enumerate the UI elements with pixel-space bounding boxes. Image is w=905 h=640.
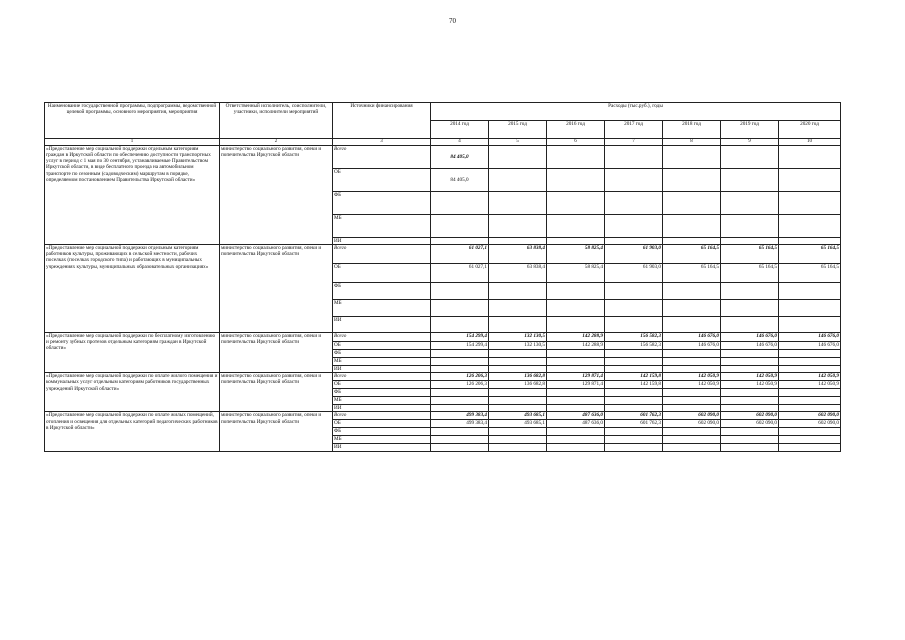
expense-value: 63 838,4	[489, 245, 547, 264]
expense-value	[779, 215, 841, 238]
expense-value	[663, 366, 721, 373]
funding-source: ОБ	[333, 420, 431, 428]
expense-value	[547, 146, 605, 169]
expense-value	[489, 300, 547, 317]
expense-value: 146 676,0	[779, 342, 841, 350]
expense-value: 142 159,8	[605, 381, 663, 389]
column-number: 8	[663, 139, 721, 146]
header-year: 2019 год	[721, 121, 779, 139]
column-number: 10	[779, 139, 841, 146]
expense-value	[605, 300, 663, 317]
expense-value: 142 288,9	[547, 342, 605, 350]
expense-value	[547, 428, 605, 436]
funding-source: ОБ	[333, 169, 431, 192]
expense-value	[605, 169, 663, 192]
expense-value	[431, 366, 489, 373]
expense-value: 602 090,0	[779, 412, 841, 420]
expense-value	[489, 366, 547, 373]
expense-value	[431, 192, 489, 215]
expense-value	[489, 436, 547, 444]
table-row	[45, 373, 841, 381]
expense-value	[489, 358, 547, 366]
expense-value	[663, 192, 721, 215]
expense-value	[779, 436, 841, 444]
expense-value	[721, 350, 779, 358]
expense-value: 493 685,1	[489, 412, 547, 420]
expense-value: 601 762,3	[605, 420, 663, 428]
expense-value	[431, 397, 489, 405]
expense-value	[431, 428, 489, 436]
expense-value: 129 871,4	[547, 373, 605, 381]
responsible-executor: министерство социального развития, опеки и попечительства Иркутской области	[220, 373, 333, 412]
expense-value	[547, 444, 605, 451]
expense-value	[547, 350, 605, 358]
expense-value	[721, 215, 779, 238]
expense-value	[663, 358, 721, 366]
expense-value	[663, 238, 721, 245]
expense-value	[779, 389, 841, 397]
expense-value	[547, 436, 605, 444]
column-number: 4	[431, 139, 489, 146]
expense-value: 132 130,5	[489, 342, 547, 350]
expense-value	[779, 397, 841, 405]
expense-value	[547, 238, 605, 245]
header-year: 2015 год	[489, 121, 547, 139]
expense-value	[663, 300, 721, 317]
funding-source: МБ	[333, 215, 431, 238]
expense-value	[779, 169, 841, 192]
responsible-executor: министерство социального развития, опеки и попечительства Иркутской области	[220, 333, 333, 373]
expense-value	[489, 169, 547, 192]
expense-value: 146 676,0	[721, 333, 779, 342]
expense-value: 601 762,3	[605, 412, 663, 420]
expense-value	[489, 405, 547, 412]
table-row	[45, 146, 841, 169]
funding-source: ОБ	[333, 381, 431, 389]
column-number: 9	[721, 139, 779, 146]
expense-value	[663, 215, 721, 238]
expense-value: 136 682,8	[489, 381, 547, 389]
expense-value: 154 299,4	[431, 333, 489, 342]
expense-value: 61 903,0	[605, 264, 663, 283]
expense-value: 142 288,9	[547, 333, 605, 342]
expense-value	[779, 428, 841, 436]
expense-value	[721, 405, 779, 412]
expense-value: 142 050,9	[779, 373, 841, 381]
expense-value	[605, 444, 663, 451]
expense-value	[431, 300, 489, 317]
expense-value: 61 903,0	[605, 245, 663, 264]
expense-value	[431, 389, 489, 397]
measure-name: «Предоставление мер социальной поддержки по оплате жилого помещения и коммунальных услуг отдельным категориям работников государственных учреждений Иркутской области»	[45, 373, 220, 412]
expense-value	[605, 405, 663, 412]
column-number: 3	[333, 139, 431, 146]
expense-value	[605, 358, 663, 366]
expense-value	[431, 350, 489, 358]
funding-source: Всего	[333, 412, 431, 420]
expense-value	[721, 238, 779, 245]
expense-value	[547, 215, 605, 238]
column-number-row	[45, 139, 841, 146]
expense-value	[721, 146, 779, 169]
expense-value: 126 206,3	[431, 373, 489, 381]
expense-value: 84 405,0	[431, 146, 489, 169]
expense-value	[721, 397, 779, 405]
expense-value: 142 050,9	[779, 381, 841, 389]
expense-value: 142 050,9	[721, 381, 779, 389]
expense-value: 61 027,1	[431, 264, 489, 283]
expense-value: 58 825,4	[547, 264, 605, 283]
expense-value	[721, 169, 779, 192]
expense-value	[605, 366, 663, 373]
funding-source: ФБ	[333, 192, 431, 215]
expense-value	[489, 389, 547, 397]
funding-source: ФБ	[333, 428, 431, 436]
expense-value	[779, 358, 841, 366]
expense-value	[547, 300, 605, 317]
expense-value	[721, 317, 779, 333]
expense-value	[431, 436, 489, 444]
expense-value: 602 090,0	[663, 412, 721, 420]
funding-source: ОБ	[333, 342, 431, 350]
expense-value: 487 636,0	[547, 412, 605, 420]
expense-value	[547, 283, 605, 300]
expense-value	[663, 436, 721, 444]
header-year: 2014 год	[431, 121, 489, 139]
header-year: 2020 год	[779, 121, 841, 139]
expense-value: 142 050,9	[721, 373, 779, 381]
header-year: 2017 год	[605, 121, 663, 139]
expense-value: 65 164,5	[779, 264, 841, 283]
expense-value: 63 838,4	[489, 264, 547, 283]
column-number: 5	[489, 139, 547, 146]
expense-value	[489, 215, 547, 238]
expense-value	[721, 444, 779, 451]
expense-value	[489, 317, 547, 333]
table-body	[45, 146, 841, 452]
expense-value	[489, 428, 547, 436]
page-number: 70	[449, 17, 456, 25]
expense-value	[721, 366, 779, 373]
expense-value: 602 090,0	[779, 420, 841, 428]
header-responsible: Ответственный исполнитель, соисполнители, участники, исполнители мероприятий	[220, 103, 333, 139]
expense-value: 84 405,0	[431, 169, 489, 192]
expense-value: 58 825,4	[547, 245, 605, 264]
header-name: Наименование государственной программы, подпрограммы, ведомственной целевой программы, основного мероприятия, мероприятия	[45, 103, 220, 139]
expense-value	[721, 428, 779, 436]
funding-source: Всего	[333, 245, 431, 264]
funding-source: ФБ	[333, 283, 431, 300]
expense-value: 493 685,1	[489, 420, 547, 428]
funding-source: ИИ	[333, 366, 431, 373]
expense-value: 154 299,4	[431, 342, 489, 350]
expense-value	[605, 350, 663, 358]
expense-value	[605, 238, 663, 245]
expense-value	[721, 436, 779, 444]
header-source: Источники финансирования	[333, 103, 431, 139]
measure-name: «Предоставление мер социальной поддержки по бесплатному изготовлению и ремонту зубных протезов отдельным категориям граждан в Иркутской области»	[45, 333, 220, 373]
expense-value: 65 164,5	[721, 264, 779, 283]
expense-value	[547, 389, 605, 397]
funding-source: Всего	[333, 146, 431, 169]
expense-value	[721, 283, 779, 300]
funding-source: ИИ	[333, 317, 431, 333]
expense-value: 602 090,0	[663, 420, 721, 428]
expense-value	[605, 283, 663, 300]
expense-value	[663, 428, 721, 436]
expense-value: 487 636,0	[547, 420, 605, 428]
expense-value	[547, 317, 605, 333]
expense-value	[605, 146, 663, 169]
expense-value	[605, 428, 663, 436]
funding-source: Всего	[333, 373, 431, 381]
header-row-main	[45, 103, 841, 121]
expense-value: 499 383,4	[431, 420, 489, 428]
expense-value	[663, 146, 721, 169]
funding-source: ИИ	[333, 405, 431, 412]
expense-value	[489, 146, 547, 169]
expense-value	[779, 317, 841, 333]
expense-value	[489, 192, 547, 215]
expense-value	[547, 405, 605, 412]
expense-value: 146 676,0	[779, 333, 841, 342]
expense-value: 65 164,5	[779, 245, 841, 264]
expense-value	[431, 405, 489, 412]
funding-source: ИИ	[333, 238, 431, 245]
expense-value: 142 159,8	[605, 373, 663, 381]
measure-name: «Предоставление мер социальной поддержки отдельным категориям работников культуры, проживающих в сельской местности, рабочих поселках (поселках городского типа) и работающих в муниципальных учреждениях культуры, муниципальных образовательных организациях»	[45, 245, 220, 333]
expense-value: 146 676,0	[721, 342, 779, 350]
expense-value	[489, 397, 547, 405]
measure-name: «Предоставление мер социальной поддержки отдельным категориям граждан в Иркутской области по обеспечению доступности транспортных услуг в период с 1 мая по 30 сентября, устанавливаемые Правительством Иркутской области, в виде бесплатного проезда на автомобильном транспорте по сезонным (садоводческим) маршрутам в порядке, определяемом постановлением Правительства Иркутской области»	[45, 146, 220, 245]
expense-value	[663, 169, 721, 192]
expense-value: 146 676,0	[663, 342, 721, 350]
expense-value: 65 164,5	[663, 245, 721, 264]
expense-value: 65 164,5	[721, 245, 779, 264]
expense-value	[663, 350, 721, 358]
budget-table	[44, 102, 841, 452]
expense-value	[605, 192, 663, 215]
expense-value	[779, 283, 841, 300]
expense-value	[547, 358, 605, 366]
expense-value	[663, 444, 721, 451]
expense-value: 602 090,0	[721, 420, 779, 428]
responsible-executor: министерство социального развития, опеки и попечительства Иркутской области	[220, 146, 333, 245]
expense-value	[663, 283, 721, 300]
expense-value	[663, 317, 721, 333]
expense-value	[547, 397, 605, 405]
funding-source: ОБ	[333, 264, 431, 283]
expense-value	[431, 358, 489, 366]
expense-value	[431, 283, 489, 300]
expense-value	[489, 444, 547, 451]
expense-value: 602 090,0	[721, 412, 779, 420]
expense-value	[721, 300, 779, 317]
funding-source: ФБ	[333, 389, 431, 397]
responsible-executor: министерство социального развития, опеки и попечительства Иркутской области	[220, 245, 333, 333]
header-year: 2018 год	[663, 121, 721, 139]
expense-value: 156 582,3	[605, 342, 663, 350]
header-expenses: Расходы (тыс.руб.), годы	[431, 103, 841, 121]
expense-value: 142 050,9	[663, 373, 721, 381]
expense-value	[779, 238, 841, 245]
expense-value	[779, 350, 841, 358]
expense-value: 156 582,3	[605, 333, 663, 342]
expense-value	[663, 389, 721, 397]
expense-value	[779, 300, 841, 317]
funding-source: МБ	[333, 300, 431, 317]
expense-value: 146 676,0	[663, 333, 721, 342]
expense-value	[605, 215, 663, 238]
expense-value	[431, 215, 489, 238]
column-number: 7	[605, 139, 663, 146]
funding-source: Всего	[333, 333, 431, 342]
expense-value: 61 027,1	[431, 245, 489, 264]
expense-value	[779, 444, 841, 451]
expense-value: 142 050,9	[663, 381, 721, 389]
expense-value	[779, 192, 841, 215]
responsible-executor: министерство социального развития, опеки и попечительства Иркутской области	[220, 412, 333, 451]
expense-value	[431, 238, 489, 245]
expense-value	[663, 397, 721, 405]
expense-value: 65 164,5	[663, 264, 721, 283]
expense-value	[721, 358, 779, 366]
table-row	[45, 245, 841, 264]
expense-value	[605, 436, 663, 444]
expense-value	[489, 350, 547, 358]
expense-value: 132 130,5	[489, 333, 547, 342]
expense-value: 129 871,4	[547, 381, 605, 389]
expense-value	[605, 317, 663, 333]
column-number: 1	[45, 139, 220, 146]
expense-value	[489, 283, 547, 300]
expense-value	[605, 397, 663, 405]
expense-value	[547, 169, 605, 192]
table-row	[45, 412, 841, 420]
expense-value	[431, 444, 489, 451]
column-number: 6	[547, 139, 605, 146]
expense-value	[605, 389, 663, 397]
funding-source: МБ	[333, 436, 431, 444]
funding-source: МБ	[333, 397, 431, 405]
measure-name: «Предоставление мер социальной поддержки по оплате жилых помещений, отопления и освещения для отдельных категорий педагогических работников в Иркутской области»	[45, 412, 220, 451]
expense-value	[721, 389, 779, 397]
expense-value	[663, 405, 721, 412]
funding-source: ИИ	[333, 444, 431, 451]
funding-source: МБ	[333, 358, 431, 366]
expense-value	[779, 405, 841, 412]
header-year: 2016 год	[547, 121, 605, 139]
expense-value	[721, 192, 779, 215]
expense-value	[779, 146, 841, 169]
table-row	[45, 333, 841, 342]
column-number: 2	[220, 139, 333, 146]
expense-value: 136 682,8	[489, 373, 547, 381]
expense-value	[547, 366, 605, 373]
funding-source: ФБ	[333, 350, 431, 358]
expense-value: 499 383,4	[431, 412, 489, 420]
expense-value	[547, 192, 605, 215]
expense-value	[431, 317, 489, 333]
expense-value	[489, 238, 547, 245]
expense-value: 126 206,3	[431, 381, 489, 389]
expense-value	[779, 366, 841, 373]
